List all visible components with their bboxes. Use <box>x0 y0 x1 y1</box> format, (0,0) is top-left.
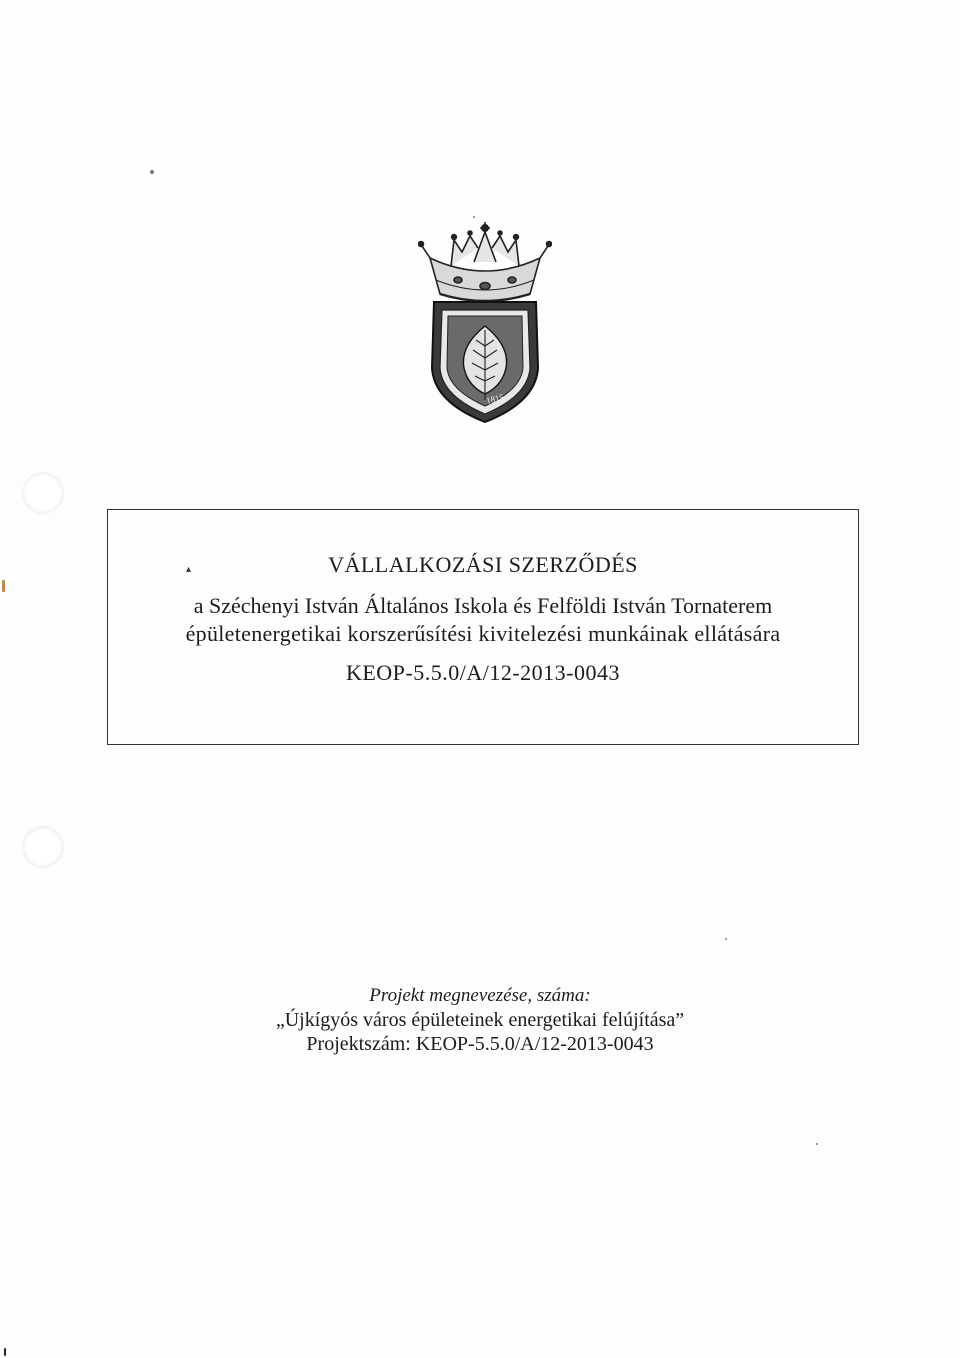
contract-title-box <box>107 509 859 745</box>
coat-of-arms-icon <box>418 218 552 424</box>
scan-speck <box>816 1143 818 1145</box>
emblem-year: 1815 <box>485 391 505 406</box>
punch-hole-bottom <box>22 826 64 868</box>
contract-title: VÁLLALKOZÁSI SZERZŐDÉS <box>328 552 638 577</box>
project-block <box>0 984 960 1056</box>
scan-speck <box>725 938 727 940</box>
project-label: Projekt megnevezése, száma: <box>369 985 591 1006</box>
scan-speck <box>150 170 154 174</box>
contract-code: KEOP-5.5.0/A/12-2013-0043 <box>345 660 621 685</box>
scan-speck <box>2 580 5 592</box>
project-number: Projektszám: KEOP-5.5.0/A/12-2013-0043 <box>306 1033 654 1055</box>
project-name: „Újkígyós város épületeinek energetikai felújítása” <box>275 1009 685 1031</box>
contract-subject-line2: épületenergetikai korszerűsítési kivitelezési munkáinak ellátására <box>185 621 781 646</box>
contract-subject-line1: a Széchenyi István Általános Iskola és Felföldi István Tornaterem <box>193 593 773 618</box>
scan-speck <box>4 1348 6 1356</box>
scan-mark: ▴ <box>186 564 192 575</box>
punch-hole-top <box>22 472 64 514</box>
